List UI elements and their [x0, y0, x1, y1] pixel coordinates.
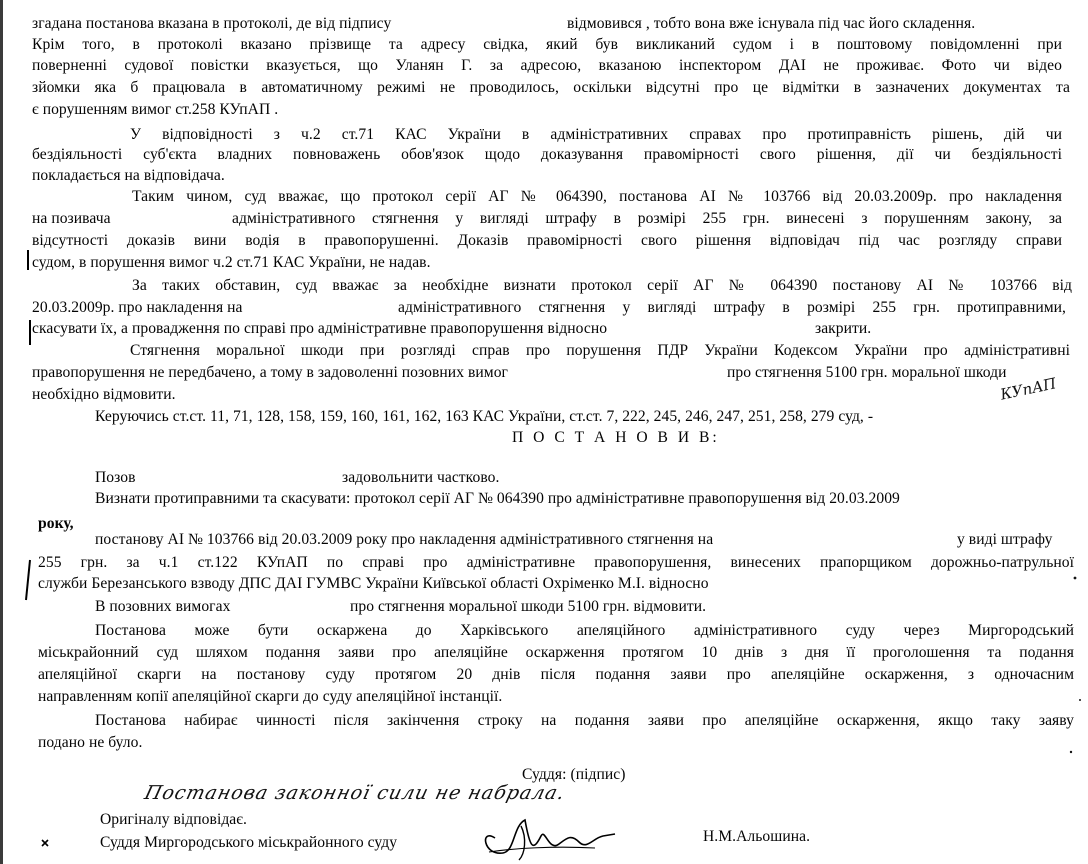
section-heading: П О С Т А Н О В И В:: [512, 429, 720, 446]
text-line: У відповідності з ч.2 ст.71 КАС України в адміністративних справах про протиправність рішень, дій чи: [130, 126, 1062, 143]
text-line: постанову АІ № 103766 від 20.03.2009 року про накладення адміністративного стягнення на: [95, 531, 714, 548]
text-line: на позивача: [32, 210, 111, 227]
text-line: закрити.: [815, 320, 872, 337]
text-line: Визнати протиправними та скасувати: протокол серії АГ № 064390 про адміністративне правопорушення від 20.03.2009: [95, 490, 900, 507]
text-line: про стягнення 5100 грн. моральної шкоди: [727, 364, 1007, 381]
text-line: Суддя Миргородського міськрайонного суду: [100, 834, 398, 851]
text-line: Керуючись ст.ст. 11, 71, 128, 158, 159, 160, 161, 162, 163 КАС України, ст.ст. 7, 222, 245, 246, 247, 251, 258, 279 суд, -: [95, 408, 874, 425]
text-line: відсутності доказів вини водія в правопорушенні. Доказів правомірності свого рішення відповідач під час розгляду справи: [32, 232, 1062, 249]
margin-note: КУпАП: [998, 374, 1058, 404]
text-line: подано не було.: [38, 734, 143, 751]
text-line: поверненні судової повістки вказується, що Уланян Г. за адресою, вказаною інспектором ДАІ не проживає. Фото чи відео: [32, 57, 1062, 74]
text-line: необхідно відмовити.: [32, 386, 176, 403]
text-line: В позовних вимогах: [95, 598, 231, 615]
text-line: зйомки яка б працювала в автоматичному режимі не проводилось, оскільки відсутні про це відмітки в зазначених документах та: [32, 79, 1070, 96]
text-line: Постанова набирає чинності після закінчення строку на подання заяви про апеляційне оскарження, якщо таку заяву: [95, 712, 1074, 729]
text-line: року,: [38, 515, 74, 532]
text-line: служби Березанського взводу ДПС ДАІ ГУМВС України Київської області Охріменко М.І. відносно: [38, 575, 709, 592]
text-line: 255 грн. за ч.1 ст.122 КУпАП по справі про адміністративне правопорушення, винесених прапорщиком дорожньо-патрульної: [38, 554, 1074, 571]
text-line: Оригіналу відповідає.: [100, 811, 247, 828]
text-line: міськрайонний суд шляхом подання заяви про апеляційне оскарження протягом 10 днів з дня її проголошення та подання: [38, 644, 1074, 661]
text-line: направленням копії апеляційної скарги до суду апеляційної інстанції.: [38, 688, 503, 705]
text-line: Таким чином, суд вважає, що протокол серії АГ № 064390, постанова АІ № 103766 від 20.03.2009р. про накладення: [132, 188, 1062, 205]
text-line: про стягнення моральної шкоди 5100 грн. відмовити.: [350, 598, 707, 615]
text-line: задовольнити частково.: [342, 469, 500, 486]
text-line: апеляційної скарги на постанову суду протягом 20 днів після подання заяви про апеляційне оскарження, з одночасним: [38, 666, 1074, 683]
text-line: у виді штрафу: [957, 531, 1053, 548]
text-line: згадана постанова вказана в протоколі, де від підпису: [32, 15, 392, 32]
text-line: адміністративного стягнення у вигляді штрафу в розмірі 255 грн. протиправними,: [398, 299, 1066, 316]
handwritten-note: Постанова законної сили не набрала.: [142, 782, 568, 804]
judge-name: Н.М.Альошина.: [703, 828, 811, 845]
text-line: правопорушення не передбачено, а тому в задоволенні позовних вимог: [32, 364, 509, 381]
text-line: покладається на відповідача.: [32, 167, 225, 184]
text-line: Крім того, в протоколі вказано прізвище та адресу свідка, який був викликаний судом і в поштовому повідомленні при: [32, 36, 1062, 53]
text-line: Стягнення моральної шкоди при розгляді справ про порушення ПДР України Кодексом України про адміністративні: [130, 342, 1070, 359]
text-line: Позов: [95, 469, 136, 486]
text-line: скасувати їх, а провадження по справі про адміністративне правопорушення відносно: [32, 320, 608, 337]
text-line: Постанова може бути оскаржена до Харківського апеляційного адміністративного суду через Миргородський: [95, 622, 1074, 639]
text-line: є порушенням вимог ст.258 КУпАП .: [32, 101, 279, 118]
text-line: бездіяльності суб'єкта владних повноважень обов'язок щодо доказування правомірності свого рішення, дії чи бездіяльності: [32, 146, 1062, 163]
text-line: відмовився , тобто вона вже існувала під час його складення.: [567, 15, 976, 32]
text-line: За таких обставин, суд вважає за необхідне визнати протокол серії АГ № 064390 постанову АІ № 103766 від: [132, 277, 1072, 294]
judge-signature-label: Суддя: (підпис): [522, 766, 626, 783]
text-line: 20.03.2009р. про накладення на: [32, 299, 243, 316]
text-line: адміністративного стягнення у вигляді штрафу в розмірі 255 грн. винесені з порушенням закону, за: [232, 210, 1062, 227]
text-line: судом, в порушення вимог ч.2 ст.71 КАС України, не надав.: [32, 254, 431, 271]
